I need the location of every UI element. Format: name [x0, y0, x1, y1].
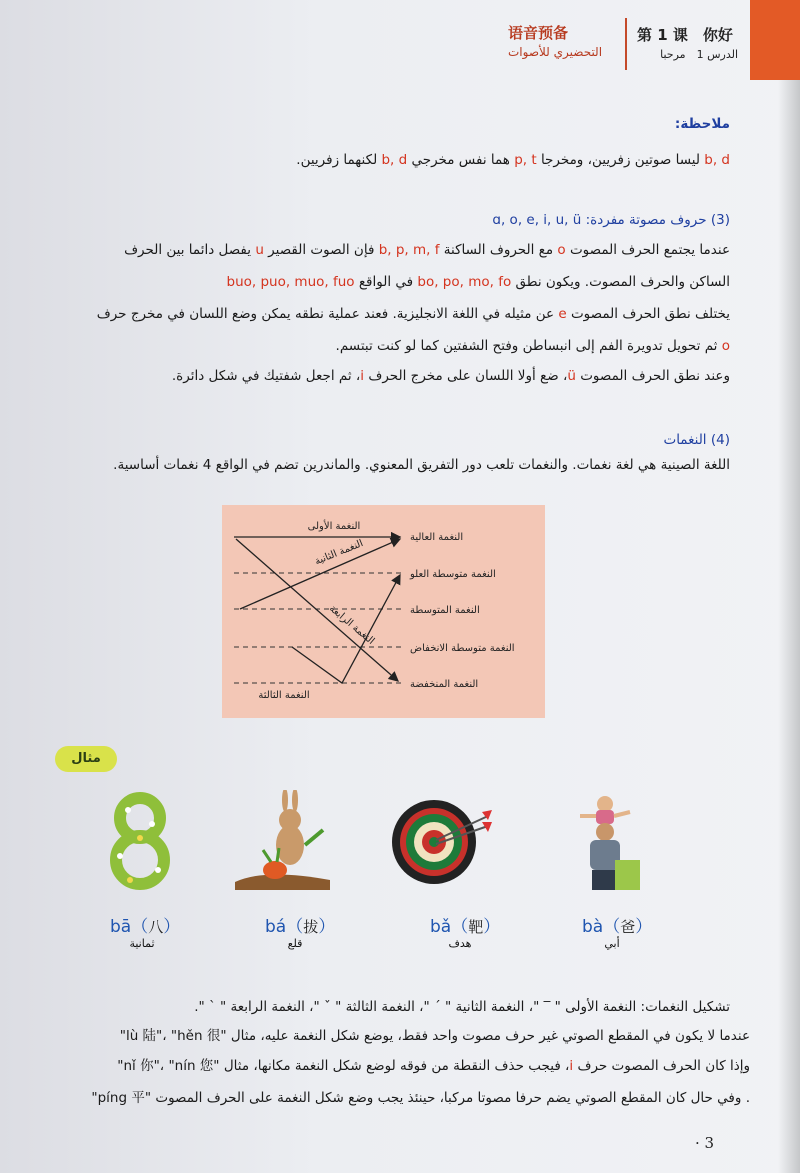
section4-title: (4) النغمات [663, 432, 730, 448]
header-divider [625, 18, 627, 70]
section3-para1: عندما يجتمع الحرف المصوت o مع الحروف الساكنة b, p, m, f فإن الصوت القصير u يفصل دائما بين الحرف [124, 242, 730, 258]
level-label-5: النغمة العالية [410, 532, 464, 543]
level-label-3: النغمة المتوسطة [410, 605, 480, 616]
level-label-1: النغمة المنخفضة [410, 679, 479, 690]
chapter-title-cn: 语音预备 [508, 24, 569, 42]
example-badge: مثال [55, 746, 117, 772]
number-eight-flowers-image [100, 790, 180, 890]
tone-diagram [222, 505, 545, 718]
example-3-meaning: هدف [448, 937, 472, 950]
section3-title: (3) حروف مصوتة مفردة: ɑ, o, e, i, u, ü [492, 212, 730, 228]
example-4-meaning: أبي [604, 937, 620, 950]
page-header [0, 0, 800, 80]
tone-marks-line3: وإذا كان الحرف المصوت حرف i، فيجب حذف النقطة من فوقه لوضع شكل النغمة مكانها، مثال "nǐ 你"، "nín 您" [117, 1058, 750, 1074]
example-3-pinyin: bǎ（靶） [430, 917, 501, 937]
example-1-meaning: ثمانية [129, 937, 155, 950]
tone-marks-line4: . وفي حال كان المقطع الصوتي يضم حرفا مصوتا مركبا، حينئذ يجب وضع شكل النغمة على الحرف المصوت "píng 平" [91, 1090, 750, 1106]
note-text: b, d ليسا صوتين زفريين، ومخرجا p, t هما نفس مخرجي b, d لكنهما زفريين. [296, 152, 730, 168]
dartboard-image [392, 790, 492, 890]
section3-para3: يختلف نطق الحرف المصوت e عن مثيله في اللغة الانجليزية. فعند عملية نطقه يمكن وضع اللسان في مخرج حرف [96, 306, 730, 322]
chapter-title-ar: التحضيري للأصوات [508, 45, 603, 59]
lesson-title-cn: 第 1 课 你好 [637, 26, 733, 44]
tone2-label: النغمة الثانية [313, 538, 365, 568]
tone2-contour [240, 539, 400, 609]
lesson-title-ar: الدرس 1 مرحبا [660, 48, 738, 61]
tone-marks-line2: عندما لا يكون في المقطع الصوتي غير حرف مصوت واحد فقط، يوضع شكل النغمة عليه، مثال "lù 陆"، "hěn 很" [119, 1028, 750, 1044]
page-number: · 3 [695, 1134, 715, 1152]
father-child-image [570, 790, 640, 890]
section3-para2: الساكن والحرف المصوت. ويكون نطق bo, po, mo, fo في الواقع buo, puo, muo, fuo [226, 274, 730, 290]
section4-para1: اللغة الصينية هي لغة نغمات. والنغمات تلعب دور التفريق المعنوي. والماندرين تضم في الواقع 4 نغمات أساسية. [113, 457, 730, 473]
tone1-label: النغمة الأولى [307, 521, 361, 532]
example-4-pinyin: bà（爸） [582, 917, 653, 937]
level-label-4: النغمة متوسطة العلو [410, 569, 496, 580]
tone4-label: النغمة الرابعة [326, 603, 377, 647]
level-label-2: النغمة متوسطة الانخفاض [410, 643, 515, 654]
tone3-label: النغمة الثالثة [258, 690, 310, 701]
tone-diagram-svg [222, 505, 545, 718]
header-color-band [750, 0, 800, 80]
tone3-contour [292, 575, 400, 683]
section3-para5: وعند نطق الحرف المصوت ü، ضع أولا اللسان على مخرج الحرف i، ثم اجعل شفتيك في شكل دائرة. [171, 368, 730, 384]
section3-para4: o ثم تحويل تدويرة الفم إلى انبساطن وفتح الشفتين كما لو كنت تبتسم. [335, 338, 730, 354]
tone-marks-line1: تشكيل النغمات: النغمة الأولى " ‾ "، النغمة الثانية " ˊ "، النغمة الثالثة " ˇ "، النغمة الرابعة " ˋ ". [194, 999, 730, 1015]
rabbit-pulling-carrot-image [235, 790, 330, 890]
example-2-meaning: قلع [287, 937, 303, 950]
note-title: ملاحظة: [674, 116, 730, 132]
example-1-pinyin: bā（八） [110, 917, 181, 937]
example-2-pinyin: bá（拔） [265, 917, 336, 937]
